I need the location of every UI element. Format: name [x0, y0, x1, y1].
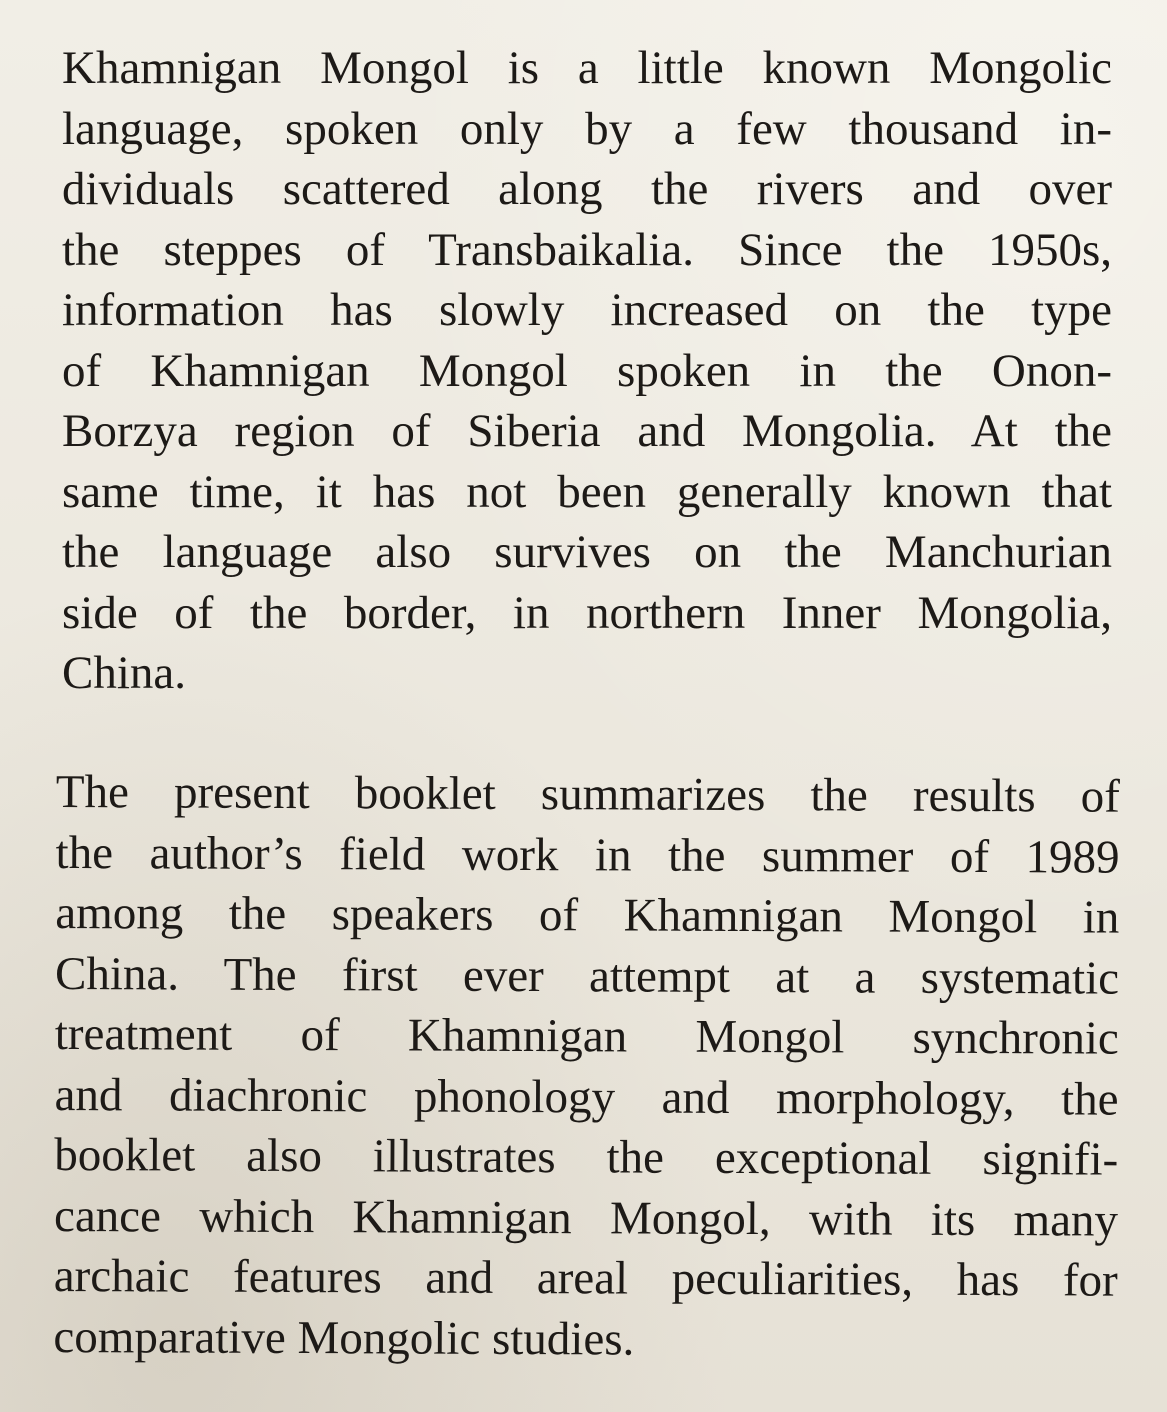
text-line: archaic features and areal peculiarities, has for [53, 1249, 1118, 1307]
text-line: same time, it has not been generally known that [62, 465, 1112, 518]
text-line: comparative Mongolic studies. [53, 1310, 635, 1366]
text-line: the author’s field work in the summer of 1989 [55, 826, 1120, 884]
text-line: cance which Khamnigan Mongol, with its many [53, 1189, 1119, 1247]
text-line: booklet also illustrates the exceptional signifi- [54, 1128, 1119, 1186]
text-line: the language also survives on the Manchurian [62, 526, 1112, 578]
text-line: The present booklet summarizes the results of [55, 765, 1120, 823]
text-line: China. The first ever attempt at a systematic [54, 947, 1120, 1005]
text-line: among the speakers of Khamnigan Mongol in [55, 886, 1120, 944]
paragraph-intro [62, 38, 1112, 704]
text-line: information has slowly increased on the type [62, 284, 1112, 336]
text-line: of Khamnigan Mongol spoken in the Onon- [62, 344, 1112, 397]
text-line: China. [62, 647, 187, 699]
text-line: treatment of Khamnigan Mongol synchronic [54, 1007, 1119, 1065]
text-line: and diachronic phonology and morphology, the [54, 1068, 1119, 1126]
text-line: language, spoken only by a few thousand in- [62, 102, 1112, 155]
text-line: the steppes of Transbaikalia. Since the 1950s, [62, 223, 1112, 276]
text-line: Khamnigan Mongol is a little known Mongolic [62, 42, 1112, 94]
text-line: Borzya region of Siberia and Mongolia. At the [62, 405, 1112, 457]
paragraph-booklet-summary [53, 762, 1120, 1372]
text-line: side of the border, in northern Inner Mongolia, [62, 586, 1112, 639]
text-line: dividuals scattered along the rivers and over [62, 163, 1112, 215]
